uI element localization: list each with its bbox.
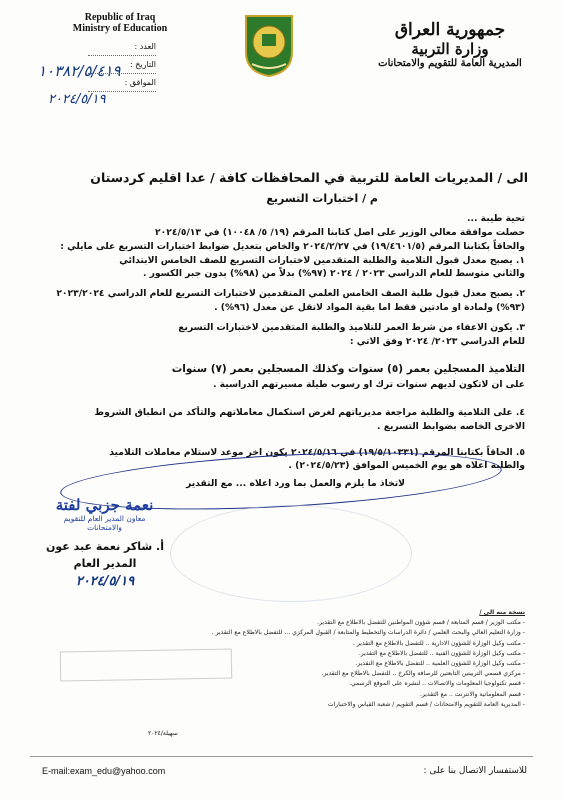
item-3: ٣. يكون الاعفاء من شرط العمر للتلاميذ والطلبة المتقدمين لاختبارات التسريع bbox=[178, 321, 525, 333]
handwritten-header-date: ٢٠٢٤/٥/١٩ bbox=[48, 92, 106, 107]
distribution-item: - مكتب وكيل الوزارة للشؤون الفنية .. للتفضل بالاطلاع مع التقدير. bbox=[358, 649, 525, 657]
reference-equiv-label: الموافق : bbox=[88, 78, 156, 92]
footer-email: E-mail:exam_edu@yahoo.com bbox=[42, 766, 166, 776]
handwritten-reference-number: ١٠٣٨٢/٥/٤١٩ bbox=[38, 62, 121, 80]
item-4-cont: الاخرى الخاصه بضوابط التسريع . bbox=[377, 420, 525, 432]
letter-subject: م / اختبارات التسريع bbox=[266, 192, 378, 205]
item-1: ١. يصبح معدل قبول التلامية والطلبة المتقدمين لاختبارات التسريع للصف الخامس الابتدائي bbox=[119, 254, 525, 266]
item-4: ٤. على التلامية والطلبة مراجعة مديرياتهم لغرض استكمال معاملاتهم والتأكد من انطباق الشروط bbox=[94, 406, 525, 418]
header-ministry-ar: وزارة التربية bbox=[411, 40, 489, 58]
item-3-cont: للعام الدراسي ٢٠٢٣/ ٢٠٢٤ وفق الاتي : bbox=[349, 335, 525, 347]
header-country-ar: جمهورية العراق bbox=[394, 20, 506, 40]
distribution-item: - وزارة التعليم العالي والبحث العلمي / دائرة الدراسات والتخطيط والمتابعة / القبول المركزي ... للتفضل بالاطلاع مع التقدير . bbox=[211, 629, 525, 637]
item-2: ٢. يصبح معدل قبول طلبة الصف الخامس العلمي المتقدمين لاختبارات التسريع للعام الدراسي ٢٠٢٣/٢٠٢٤ bbox=[56, 288, 525, 300]
english-header bbox=[40, 12, 200, 34]
item-5-cont: والطلبة اعلاه هو يوم الخميس الموافق (٢٠٢٤/٥/٢٣) . bbox=[288, 460, 525, 472]
distribution-item: - قسم تكنولوجيا المعلومات والاتصالات .. لنشره على الموقع الرسمي. bbox=[349, 680, 525, 688]
signatory-title: المدير العام bbox=[73, 557, 137, 571]
paragraph-intro: حصلت موافقة معالي الوزير على اصل كتابنا المرقم (١٩/ ٥/ ١٠٠٤٨) في ٢٠٢٤/٥/١٣ bbox=[155, 227, 525, 238]
reference-fields bbox=[88, 42, 156, 96]
distribution-item: - مكتب وكيل الوزارة للشؤون العلمية .. للتفضل بالاطلاع مع التقدير. bbox=[355, 660, 525, 668]
reference-date-label: التاريخ : bbox=[88, 60, 156, 74]
typist-note: سهيلة/٢٠٢٤ bbox=[148, 730, 178, 737]
signature-date: ٢٠٢٤/٥/١٩ bbox=[75, 574, 135, 590]
stamp-name: نعمة جزبي لفتة bbox=[55, 496, 154, 514]
arabic-header bbox=[365, 20, 535, 69]
greeting-text: تحية طيبة ... bbox=[467, 213, 525, 224]
letter-body bbox=[36, 226, 525, 491]
distribution-title: نسخة منه الى / bbox=[479, 609, 525, 616]
watermark-stamp bbox=[170, 505, 412, 602]
footer-contact: للاستفسار الاتصال بنا على : bbox=[423, 766, 527, 776]
paragraph-intro-cont: والحاقاً بكتابنا المرقم (١٩/٤٦٠١/٥) في ٢٠٢٤/٢/٢٧ والخاص بتعديل ضوابط اختبارات التسريع على مايلي : bbox=[60, 240, 525, 252]
blue-signature-stamp bbox=[52, 496, 157, 532]
stamp-title: معاون المدير العام للتقويم والامتحانات bbox=[63, 514, 146, 532]
footer-divider bbox=[30, 756, 533, 757]
item-2-cont: (٩٣%) ولمادة او مادتين فقط اما بقية المواد لاتقل عن معدل (٩٦%) . bbox=[214, 301, 525, 313]
item-3-detail: التلاميذ المسجلين بعمر (٥) سنوات وكذلك المسجلين بعمر (٧) سنوات bbox=[171, 363, 525, 376]
signatory-name: أ. شاكر نعمة عبد عون bbox=[46, 540, 164, 553]
distribution-item: - مركزي قسمي التربيتين التابعتين للرصافة والكرخ .. للتفضل بالاطلاع مع التقدير. bbox=[321, 670, 525, 678]
header-directorate-ar: المديرية العامة للتقويم والامتحانات bbox=[378, 58, 522, 69]
greeting bbox=[36, 212, 525, 226]
item-5: ٥. الحاقاً بكتابنا المرقم (١٩/٥/١٠٣٣١) في ٢٠٢٤/٥/١٦ يكون اخر موعد لاستلام معاملات التلاميذ bbox=[109, 446, 525, 458]
letter-address: الى / المديريات العامة للتربية في المحافظات كافة / عدا اقليم كردستان bbox=[90, 170, 528, 185]
item-3-detail-cont: على ان لاتكون لديهم سنوات ترك او رسوب طيلة مسيرتهم الدراسية . bbox=[212, 379, 525, 391]
header-country-en: Republic of Iraq bbox=[84, 12, 156, 23]
closing-line: لاتخاذ ما يلزم والعمل بما ورد اعلاه ... مع التقدير bbox=[186, 478, 405, 490]
distribution-item: - المديرية العامة للتقويم والامتحانات / قسم التقويم / شعبة القياس والاختبارات bbox=[327, 700, 525, 708]
faint-stamp bbox=[60, 649, 232, 682]
distribution-item: - مكتب وكيل الوزارة للشؤون الادارية .. للتفضل بالاطلاع مع التقدير . bbox=[353, 639, 525, 647]
reference-number-label: العدد : bbox=[88, 42, 156, 56]
header-ministry-en: Ministry of Education bbox=[72, 23, 168, 34]
distribution-item: - قسم المعلوماتية والانترنت .. مع التقدير. bbox=[419, 690, 525, 698]
distribution-item: - مكتب الوزير / قسم المتابعة / قسم شؤون المواطنين للتفضل بالاطلاع مع التقدير. bbox=[317, 619, 525, 627]
item-1-cont: والثاني متوسط للعام الدراسي ٢٠٢٣ / ٢٠٢٤ (٩٧%) بدلاً من (٩٨%) بدون جبر الكسور . bbox=[142, 268, 525, 280]
ministry-emblem-icon bbox=[238, 12, 300, 78]
signature-block bbox=[45, 538, 165, 592]
